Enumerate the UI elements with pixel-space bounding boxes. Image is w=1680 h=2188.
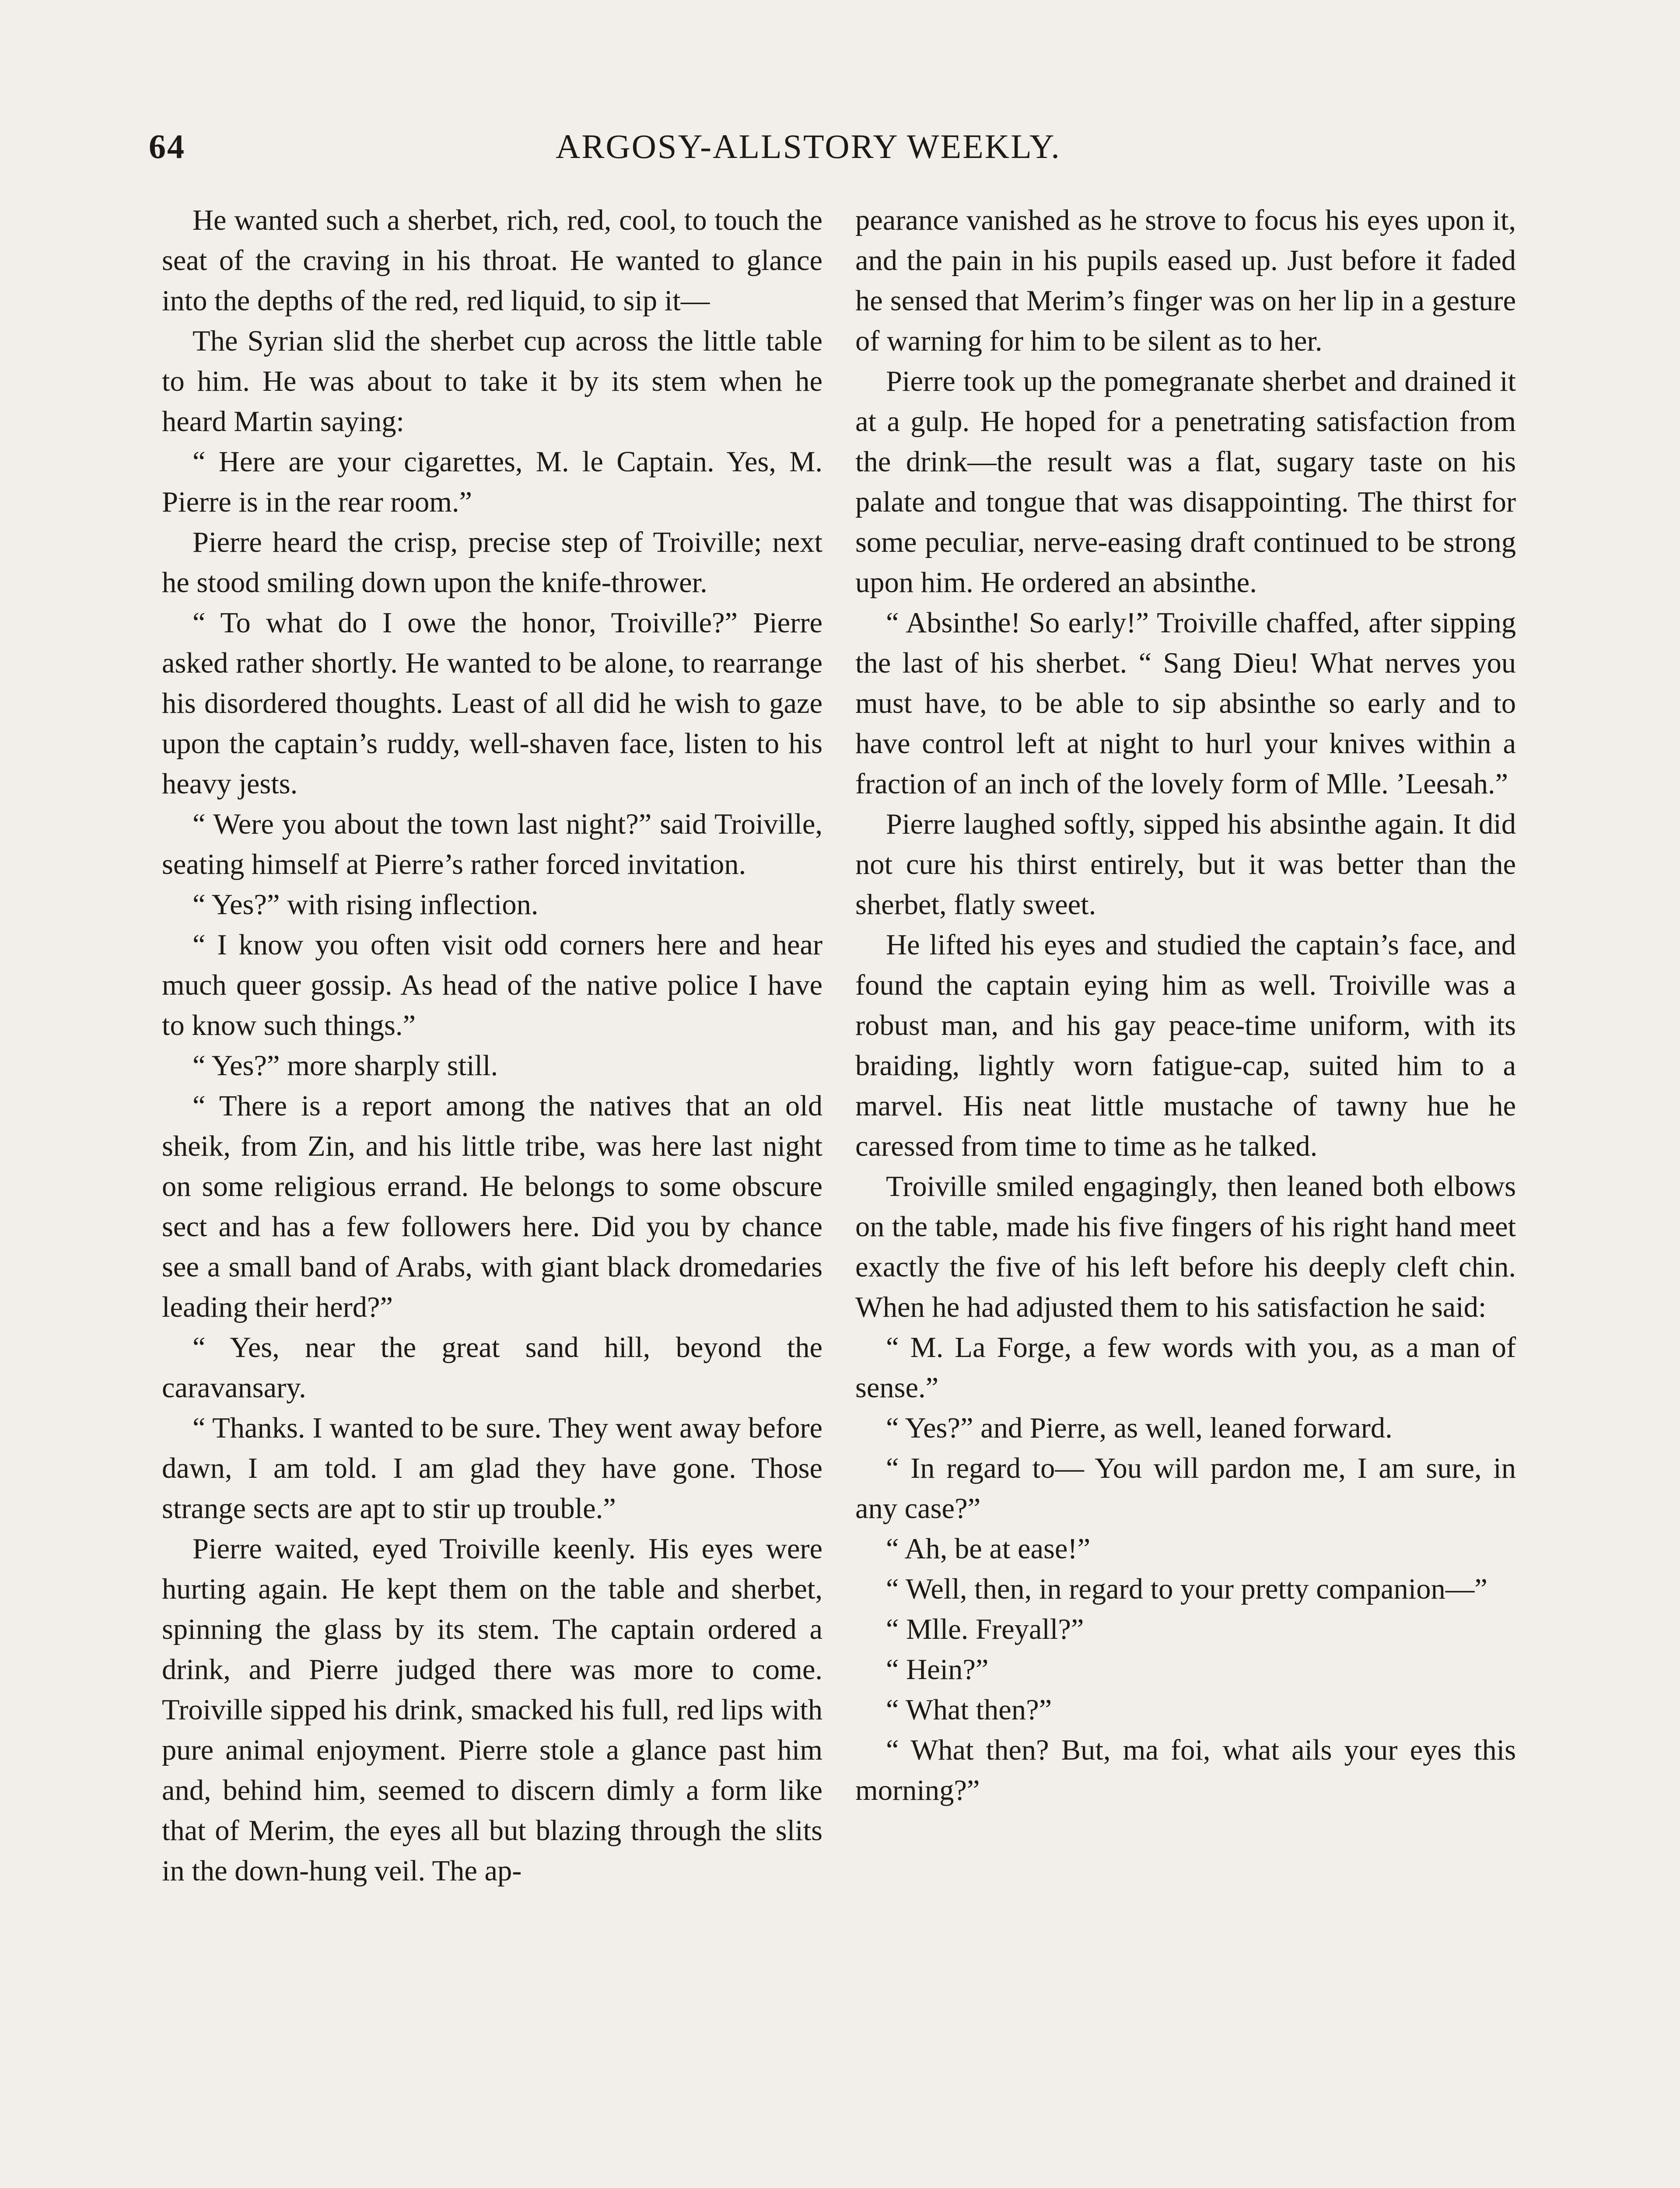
paragraph-continued: pearance vanished as he strove to focus his eyes upon it, and the pain in his pupils eased up. Just before it faded he sensed that Merim’s finger was on her lip in a gesture of warning for him to be silent as to her. (855, 204, 1516, 357)
paragraph: “ Hein?” (886, 1654, 989, 1686)
paragraph: Pierre heard the crisp, precise step of Troiville; next he stood smiling down upon the knife-thrower. (162, 526, 822, 599)
paragraph: “ What then? But, ma foi, what ails your eyes this morning?” (855, 1734, 1516, 1806)
paragraph: “ To what do I owe the honor, Troiville?” Pierre asked rather shortly. He wanted to be alone, to rearrange his disordered thoughts. Least of all did he wish to gaze upon the captain’s ruddy, well-shaven face, listen to his heavy jests. (162, 607, 822, 800)
paragraph: “ What then?” (886, 1694, 1052, 1726)
paragraph: Pierre took up the pomegranate sherbet and drained it at a gulp. He hoped for a penetrating satisfaction from the drink—the result was a flat, sugary taste on his palate and tongue that was disappointing. The thirst for some peculiar, nerve-easing draft continued to be strong upon him. He ordered an absinthe. (855, 365, 1516, 599)
right-column (855, 200, 1516, 1811)
paragraph: “ Well, then, in regard to your pretty companion—” (886, 1573, 1488, 1605)
paragraph: “ Mlle. Freyall?” (886, 1613, 1084, 1645)
paragraph: Pierre waited, eyed Troiville keenly. His eyes were hurting again. He kept them on the table and sherbet, spinning the glass by its stem. The captain ordered a drink, and Pierre judged there was more to come. Troiville sipped his drink, smacked his full, red lips with pure animal enjoyment. Pierre stole a glance past him and, behind him, seemed to discern dimly a form like that of Merim, the eyes all but blazing through the slits in the down-hung veil. The ap- (162, 1533, 822, 1887)
paragraph: “ Thanks. I wanted to be sure. They went away before dawn, I am told. I am glad they have gone. Those strange sects are apt to stir up trouble.” (162, 1412, 822, 1525)
page-number: 64 (149, 127, 186, 165)
paragraph: “ Absinthe! So early!” Troiville chaffed, after sipping the last of his sherbet. “ Sang Dieu! What nerves you must have, to be able to sip absinthe so early and to have control left at night to hurl your knives within a fraction of an inch of the lovely form of Mlle. ’Leesah.” (855, 607, 1516, 800)
paragraph: The Syrian slid the sherbet cup across the little table to him. He was about to take it by its stem when he heard Martin saying: (162, 325, 822, 438)
running-head (131, 127, 1483, 175)
magazine-title: ARGOSY-ALLSTORY WEEKLY. (556, 127, 1061, 165)
paragraph: “ Yes?” and Pierre, as well, leaned forward. (886, 1412, 1393, 1444)
paragraph: “ M. La Forge, a few words with you, as a man of sense.” (855, 1332, 1516, 1404)
paragraph: “ I know you often visit odd corners here and hear much queer gossip. As head of the native police I have to know such things.” (162, 929, 822, 1041)
paragraph: “ In regard to— You will pardon me, I am sure, in any case?” (855, 1452, 1516, 1525)
paragraph: “ Yes, near the great sand hill, beyond the caravansary. (162, 1332, 822, 1404)
paragraph: “ Ah, be at ease!” (886, 1533, 1091, 1565)
paragraph: Pierre laughed softly, sipped his absinthe again. It did not cure his thirst entirely, but it was better than the sherbet, flatly sweet. (855, 808, 1516, 921)
paragraph: “ Here are your cigarettes, M. le Captain. Yes, M. Pierre is in the rear room.” (162, 446, 822, 518)
paragraph: “ Were you about the town last night?” said Troiville, seating himself at Pierre’s rather forced invitation. (162, 808, 822, 880)
paragraph: Troiville smiled engagingly, then leaned both elbows on the table, made his five fingers of his right hand meet exactly the five of his left before his deeply cleft chin. When he had adjusted them to his satisfaction he said: (855, 1171, 1516, 1323)
paragraph: He lifted his eyes and studied the captain’s face, and found the captain eying him as well. Troiville was a robust man, and his gay peace-time uniform, with its braiding, lightly worn fatigue-cap, suited him to a marvel. His neat little mustache of tawny hue he caressed from time to time as he talked. (855, 929, 1516, 1162)
paragraph: “ Yes?” more sharply still. (192, 1050, 498, 1082)
paragraph: “ Yes?” with rising inflection. (192, 889, 539, 921)
left-column (162, 200, 822, 1891)
paragraph: “ There is a report among the natives that an old sheik, from Zin, and his little tribe, was here last night on some religious errand. He belongs to some obscure sect and has a few followers here. Did you by chance see a small band of Arabs, with giant black dromedaries leading their herd?” (162, 1090, 822, 1323)
paragraph: He wanted such a sherbet, rich, red, cool, to touch the seat of the craving in his throat. He wanted to glance into the depths of the red, red liquid, to sip it— (162, 204, 822, 317)
